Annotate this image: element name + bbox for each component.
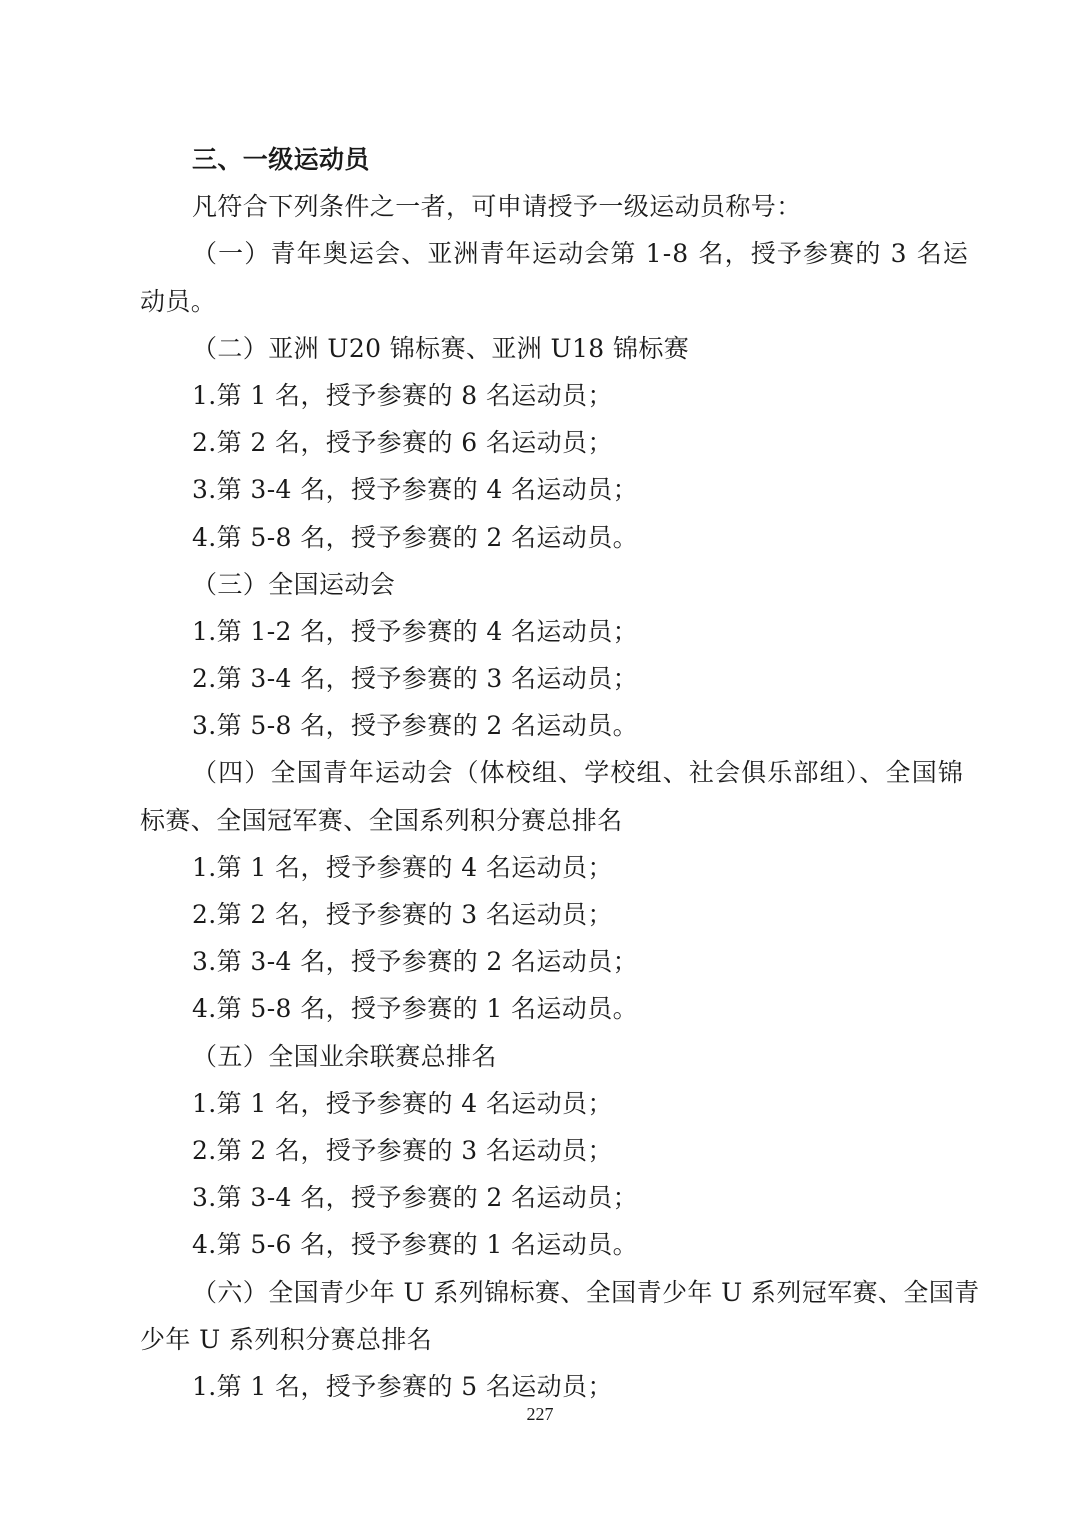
clause-2-item: 2.第 2 名，授予参赛的 6 名运动员； [192, 428, 613, 458]
clause-5-item: 1.第 1 名，授予参赛的 4 名运动员； [192, 1088, 613, 1118]
clause-5-title: （五）全国业余联赛总排名 [192, 1041, 497, 1071]
intro-paragraph: 凡符合下列条件之一者，可申请授予一级运动员称号： [192, 192, 802, 222]
clause-3-title: （三）全国运动会 [192, 569, 396, 599]
clause-5-item: 3.第 3-4 名，授予参赛的 2 名运动员； [192, 1183, 639, 1213]
clause-1-line-2: 动员。 [140, 286, 217, 316]
clause-2-item: 4.第 5-8 名，授予参赛的 2 名运动员。 [192, 522, 639, 552]
clause-4-item: 1.第 1 名，授予参赛的 4 名运动员； [192, 852, 613, 882]
clause-2-item: 3.第 3-4 名，授予参赛的 4 名运动员； [192, 475, 639, 505]
clause-3-item: 2.第 3-4 名，授予参赛的 3 名运动员； [192, 664, 639, 694]
clause-5-item: 4.第 5-6 名，授予参赛的 1 名运动员。 [192, 1230, 639, 1260]
clause-6-item: 1.第 1 名，授予参赛的 5 名运动员； [192, 1371, 613, 1401]
clause-4-line-1: （四）全国青年运动会（体校组、学校组、社会俱乐部组）、全国锦 [192, 758, 965, 788]
clause-4-item: 4.第 5-8 名，授予参赛的 1 名运动员。 [192, 994, 639, 1024]
clause-4-item: 2.第 2 名，授予参赛的 3 名运动员； [192, 900, 613, 929]
clause-2-item: 1.第 1 名，授予参赛的 8 名运动员； [192, 380, 613, 410]
clause-4-item: 3.第 3-4 名，授予参赛的 2 名运动员； [192, 947, 639, 977]
page-content [140, 136, 980, 1410]
clause-1-line-1: （一）青年奥运会、亚洲青年运动会第 1-8 名，授予参赛的 3 名运 [192, 239, 970, 269]
clause-5-item: 2.第 2 名，授予参赛的 3 名运动员； [192, 1135, 613, 1165]
clause-2-title: （二）亚洲 U20 锦标赛、亚洲 U18 锦标赛 [192, 333, 690, 363]
clause-4-line-2: 标赛、全国冠军赛、全国系列积分赛总排名 [140, 805, 623, 835]
clause-3-item: 1.第 1-2 名，授予参赛的 4 名运动员； [192, 616, 639, 646]
section-heading: 三、一级运动员 [192, 145, 370, 174]
clause-6-line-1: （六）全国青少年 U 系列锦标赛、全国青少年 U 系列冠军赛、全国青 [192, 1277, 980, 1307]
page-number: 227 [526, 1404, 554, 1424]
clause-3-item: 3.第 5-8 名，授予参赛的 2 名运动员。 [192, 711, 639, 741]
clause-6-line-2: 少年 U 系列积分赛总排名 [140, 1324, 433, 1354]
